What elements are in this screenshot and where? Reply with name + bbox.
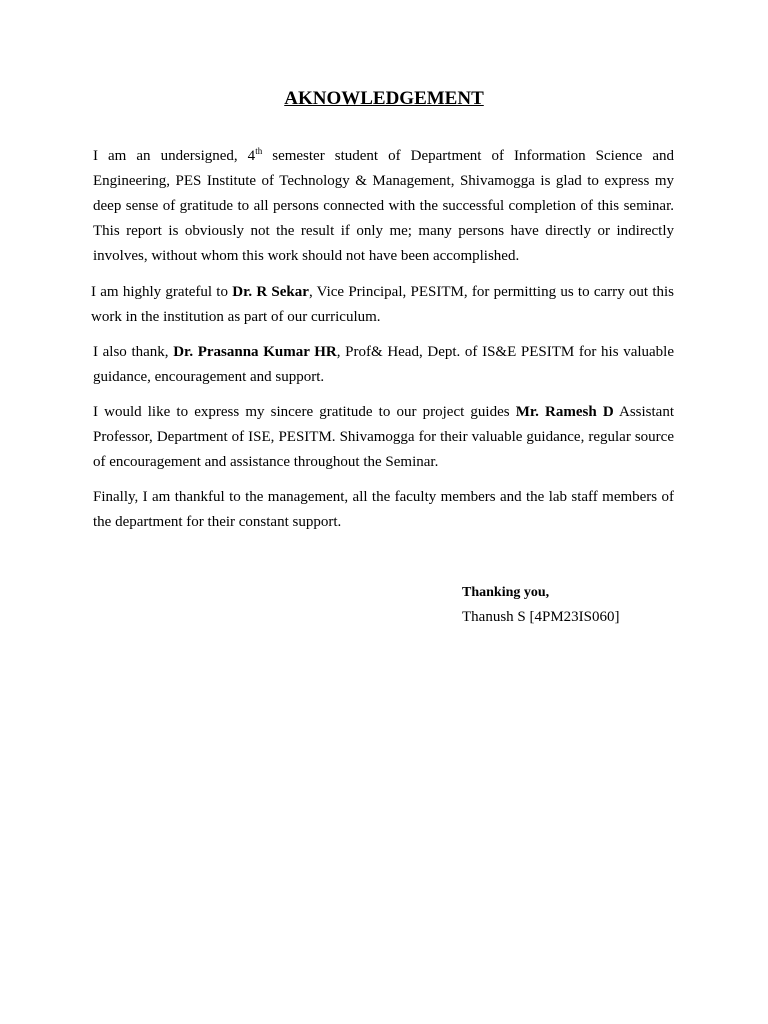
intro-text-start: I am an undersigned, 4 [93, 148, 256, 164]
guide-text-rest: Assistant Professor, Department of ISE, PESITM. Shivamogga for their valuable guidance, regular source of encouragement and assistance throughout the Seminar. [93, 404, 674, 470]
principal-text-rest: , Vice Principal, PESITM, for permitting us to carry out this work in the institution as part of our curriculum. [91, 284, 674, 325]
signoff-name: Thanush S [4PM23IS060] [462, 609, 620, 625]
document-title: AKNOWLEDGEMENT [284, 88, 484, 109]
signoff-block [462, 580, 620, 630]
hod-text-rest: , Prof& Head, Dept. of IS&E PESITM for his valuable guidance, encouragement and support. [93, 344, 674, 385]
signoff-thanks: Thanking you, [462, 585, 550, 600]
principal-text-start: I am highly grateful to [91, 284, 233, 300]
guide-name: Mr. Ramesh D [515, 404, 614, 420]
paragraph-intro [93, 144, 674, 269]
intro-text-rest: semester student of Department of Information Science and Engineering, PES Institute of Technology & Management, Shivamogga is glad to express my deep sense of gratitude to all persons connected with the successful completion of this seminar. This report is obviously not the result if only me; many persons have directly or indirectly involves, without whom this work should not have been accomplished. [93, 148, 675, 264]
ordinal-superscript: th [255, 146, 263, 156]
paragraph-guide [93, 400, 674, 475]
paragraph-principal [91, 280, 674, 330]
principal-name: Dr. R Sekar [232, 284, 309, 300]
hod-name: Dr. Prasanna Kumar HR [173, 344, 337, 360]
paragraph-hod [93, 340, 674, 390]
hod-text-start: I also thank, [93, 344, 174, 360]
guide-text-start: I would like to express my sincere gratitude to our project guides [93, 404, 516, 420]
closing-text: Finally, I am thankful to the management, all the faculty members and the lab staff members of the department for their constant support. [93, 489, 674, 530]
paragraph-closing [93, 485, 674, 535]
